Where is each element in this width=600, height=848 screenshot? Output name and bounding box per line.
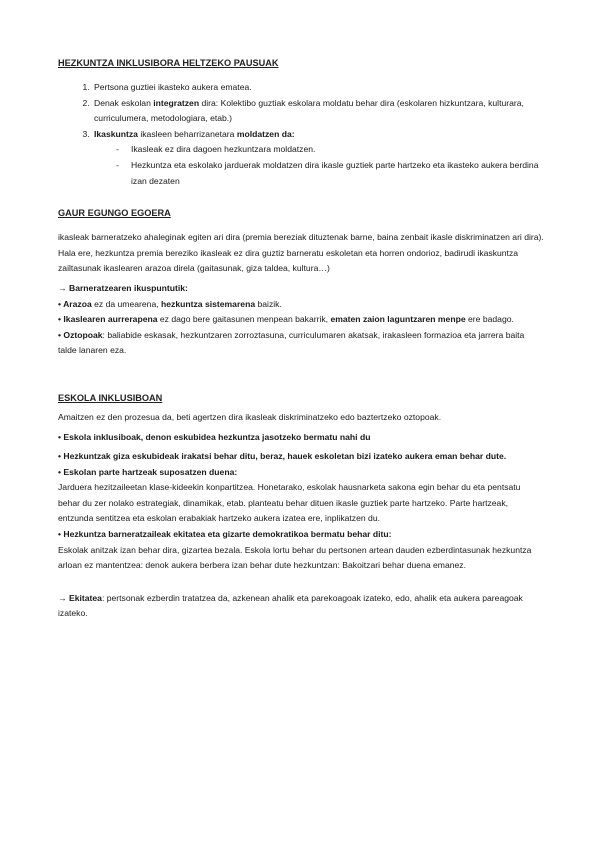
paragraph-participation: Jarduera hezitzaileetan klase-kideekin konpartitzea. Honetarako, eskolak hausnarketa sakona egin behar du eta pentsatu behar du zer nolako estrategiak, dinamikak, etab. planteatu behar dituen ikasle guztiek parte hartzeko. Parte hartzeak, entzunda sentitzea eta eskolan erabakiak hartzeko aukera izatea ere, inplikatzen du. <box>58 482 521 524</box>
bullet-problem <box>58 297 544 313</box>
sub-item: - Hezkuntza eta eskolako jarduerak moldatzen dira ikasle guztiek parte hartzeko eta ikasteko aukera berdina izan dezaten <box>116 158 544 189</box>
bullet-bold: • Eskola inklusiboak, denon eskubidea hezkuntza jasotzeko bermatu nahi du <box>58 431 371 442</box>
steps-list <box>58 80 544 189</box>
bullet-bold: • Eskolan parte hartzeak suposatzen duena: <box>58 466 238 477</box>
section-heading-inclusive-school: ESKOLA INKLUSIBOAN <box>58 392 163 403</box>
bullet-text: ez da umearena, <box>91 298 162 309</box>
paragraph-diversity: Eskolak anitzak izan behar dira, gizartea bezala. Eskola lortu behar du pertsonen artean dauden ezberdintasunak hezkuntza arloan ez mantentzea: denok aukera berbera izan behar dute hezkuntzan: Bakoitzari behar duena emanez. <box>58 544 532 571</box>
section-heading-inclusive-steps: HEZKUNTZA INKLUSIBORA HELTZEKO PAUSUAK <box>58 58 279 68</box>
document-page <box>58 56 544 622</box>
bullet-bold: • Hezkuntzak giza eskubideak irakatsi behar ditu, beraz, hauek eskoletan bizi izateko aukera eman behar dute. <box>58 451 507 462</box>
section-heading-current-situation: GAUR EGUNGO EGOERA <box>58 208 171 219</box>
paragraph-intro: Amaitzen ez den prozesua da, beti agertzen dira ikasleak diskriminatzeko edo baztertzeko oztopoak. <box>58 411 442 422</box>
bullet-participation <box>58 465 544 481</box>
perspective-label: → Barneratzearen ikuspuntutik: <box>58 282 188 293</box>
sub-item: - Ikasleak ez dira dagoen hezkuntzara moldatzen. <box>116 142 544 158</box>
bullet-text: ez dago bere gaitasunen menpean bakarrik, <box>157 314 331 325</box>
step-text: Pertsona guztiei ikasteko aukera ematea. <box>94 82 252 92</box>
equity-label: → Ekitatea <box>58 592 102 603</box>
equity-definition <box>58 591 544 622</box>
bullet-right <box>58 430 544 446</box>
step-text-bold: integratzen <box>153 97 200 108</box>
equity-text: : pertsonak ezberdin tratatzea da, azkenean ahalik eta parekoagoak izateko, edo, ahalik eta aukera pareagoak izateko. <box>58 592 523 619</box>
step-item <box>92 80 544 96</box>
step-text-bold: Ikaskuntza <box>94 128 138 139</box>
sub-list <box>94 142 544 189</box>
bullet-text: baizik. <box>255 298 282 309</box>
bullet-bold: • Ikaslearen aurrerapena <box>58 314 158 325</box>
bullet-progress <box>58 312 544 328</box>
bullet-bold: • Arazoa <box>58 298 92 309</box>
step-text-post: dira: Kolektibo guztiak eskolara moldatu behar dira (eskolaren hizkuntzara, kulturara, curriculumera, metodologiara, etab.) <box>94 97 524 124</box>
step-item <box>92 127 544 189</box>
bullet-human-rights <box>58 449 544 465</box>
perspective-line <box>58 281 544 297</box>
bullet-bold: ematen zaion laguntzaren menpe <box>330 314 466 325</box>
bullet-bold: • Hezkuntza barneratzaileak ekitatea eta gizarte demokratikoa bermatu behar ditu: <box>58 529 392 540</box>
bullet-text: ere badago. <box>465 314 514 325</box>
step-text-bold2: moldatzen da: <box>236 128 295 139</box>
bullet-bold: • Oztopoak <box>58 329 103 340</box>
step-text-pre: Denak eskolan <box>94 97 154 108</box>
paragraph-intro: ikasleak barneratzeko ahaleginak egiten ari dira (premia bereziak dituztenak barne, baina zenbait ikasle diskriminatzen ari dira). Hala ere, hezkuntza premia bereziko ikasleak ez dira guztiz barneratu eskoletan eta horren ondorioz, badirudi ikaskuntza zailtasunak ikaslearen arazoa direla (gaitasunak, giza taldea, kultura…) <box>58 232 544 274</box>
bullet-text: : baliabide eskasak, hezkuntzaren zorroztasuna, curriculumaren akatsak, irakasleen formazioa eta jarrera baita talde lanaren eza. <box>58 329 525 356</box>
bullet-obstacles <box>58 328 544 359</box>
bullet-equity-democracy <box>58 527 544 543</box>
step-item <box>92 96 544 127</box>
step-text-mid: ikasleen beharrizanetara <box>137 128 237 139</box>
bullet-bold: hezkuntza sistemarena <box>161 298 256 309</box>
